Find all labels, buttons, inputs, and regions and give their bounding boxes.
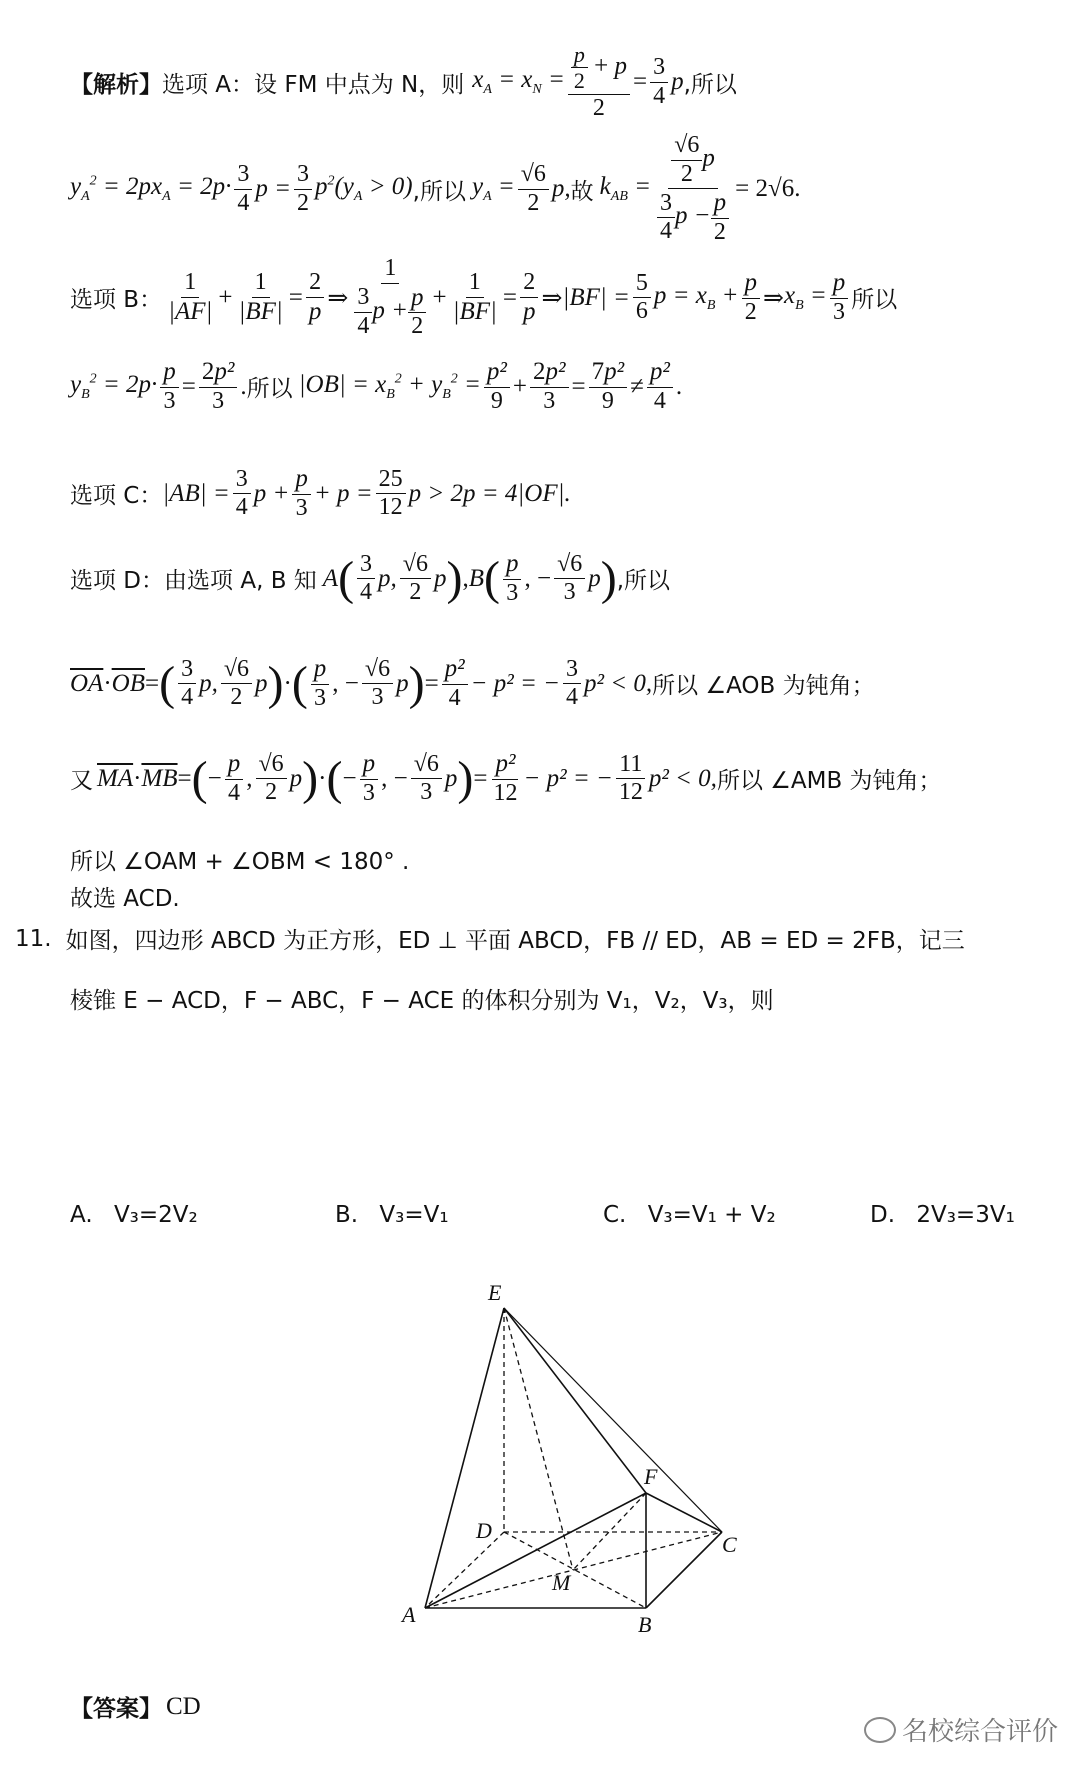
question-line-1 <box>15 922 965 955</box>
point-E: E <box>488 1280 502 1305</box>
edge-BC <box>646 1532 722 1608</box>
option-c-label: C. <box>603 1202 627 1228</box>
edge-EF <box>504 1308 646 1493</box>
option-a-intro: 选项 A：设 FM 中点为 N，则 <box>162 71 465 98</box>
option-c[interactable] <box>603 1202 776 1228</box>
analysis-line-d1: 选项 D：由选项 A, B 知 A ( $\frac{3}{4}$ p, $\frac{√6}{2}$ p ) , B ( $\frac{p}{3}$ , − $\frac{√6}{3}$ p ) ,所以 <box>70 550 671 606</box>
point-B: B <box>638 1612 652 1637</box>
point-M: M <box>552 1570 571 1595</box>
option-d-label: D. <box>870 1202 896 1228</box>
watermark-text: 名校综合评价 <box>901 1717 1058 1747</box>
option-c-text: V₃=V₁ + V₂ <box>647 1202 776 1228</box>
point-D: D <box>476 1518 492 1543</box>
analysis-line-c: 选项 C： |AB| = $\frac{3}{4}$ p + $\frac{p}{3}$ + p = $\frac{25}{12}$ p > 2p = 4|OF|. <box>70 465 571 521</box>
question-line-2 <box>70 982 774 1015</box>
edge-EM <box>504 1308 573 1570</box>
edge-AF <box>425 1493 646 1608</box>
answer-label: 【答案】 <box>70 1696 162 1722</box>
edge-FM <box>573 1493 646 1570</box>
analysis-line-b2: $y_B^2 = 2p\cdot$ $\frac{p}{3}$ = $\frac{\text{2p²}}{3}$ . 所以 $|OB| = x_B^2 + y_B^2$ = $\frac{\text{p²}}{9}$ + $\frac{\text{2p²}}{3}$ = $\frac{\text{7p²}}{9}$ ≠ $\frac{\text{p²}}{4}$ . <box>70 358 683 414</box>
analysis-line-d2: $\overline{OA}$ · $\overline{OB}$ = ( $\frac{3}{4}$ p, $\frac{√6}{2}$ p ) · ( $\frac{p}{3}$ , − $\frac{√6}{3}$ p ) = $\frac{\text{p²}}{4}$ − p² = − $\frac{3}{4}$ p² < 0, 所以 ∠AOB 为钝角； <box>70 655 875 711</box>
point-C: C <box>722 1532 737 1557</box>
analysis-line-a2: $y_A^2 = 2px_A = 2p\cdot$ $\frac{3}{4}$ p = $\frac{3}{2}$ $p^2(y_A > 0)$ ,所以 $y_A$ = $\frac{√6}{2}$ p, 故 $k_{AB}$ = $\frac{√6}{2}$ p $\frac{3}{4}$ p − $\frac{p}{2}$ = 2√6. <box>70 132 801 245</box>
option-a[interactable] <box>70 1202 198 1228</box>
point-A: A <box>402 1602 416 1627</box>
question-text-2: 棱锥 E − ACD，F − ABC，F − ACE 的体积分别为 V₁，V₂，V₃，则 <box>70 988 774 1014</box>
xa-expr: $x_A = x_N$ = <box>472 66 565 98</box>
analysis-line-d4 <box>70 843 409 876</box>
edge-AC <box>425 1532 722 1608</box>
edge-FC <box>646 1493 722 1532</box>
xa-fraction: $\frac{p}{2}$ + p 2 <box>568 42 630 122</box>
option-d-line4: 所以 ∠OAM + ∠OBM < 180° . <box>70 849 410 875</box>
answer-line <box>70 1690 201 1723</box>
geometry-figure <box>0 1270 1080 1670</box>
question-number: 11. <box>15 925 52 952</box>
option-b[interactable] <box>335 1202 449 1228</box>
wechat-icon <box>864 1717 896 1743</box>
edge-EC <box>504 1308 722 1532</box>
analysis-conclusion <box>70 880 180 913</box>
option-d-text: 2V₃=3V₁ <box>916 1202 1015 1228</box>
analysis-line-a1: 【解析】 选项 A：设 FM 中点为 N，则 $x_A = x_N$ = $\frac{p}{2}$ + p 2 = $\frac{3}{4}$ p ,所以 <box>70 42 737 121</box>
option-a-label: A. <box>70 1202 93 1228</box>
analysis-label: 【解析】 <box>70 71 162 98</box>
option-b-label: B. <box>335 1202 359 1228</box>
analysis-line-b1: 选项 B： $\frac{1}{|AF|}$ + $\frac{1}{|BF|}$ = $\frac{2}{p}$ ⇒ 1 $\frac{3}{4}$ p + $\frac{p}{2}$ + $\frac{1}{|BF|}$ = $\frac{2}{p}$ ⇒ |BF| = $\frac{5}{6}$ $p = x_B$ + $\frac{p}{2}$ ⇒ $x_B$ = $\frac{p}{3}$ 所以 <box>70 255 898 340</box>
answer-value: CD <box>166 1692 201 1720</box>
analysis-line-d3: 又 $\overline{MA}$ · $\overline{MB}$ = ( − $\frac{p}{4}$ , $\frac{√6}{2}$ p ) · ( − $\frac{p}{3}$ , − $\frac{√6}{3}$ p ) = $\frac{\text{p²}}{12}$ − p² = − $\frac{11}{12}$ p² < 0, 所以 ∠AMB 为钝角； <box>70 750 942 806</box>
option-a-text: V₃=2V₂ <box>113 1202 198 1228</box>
watermark <box>864 1711 1058 1748</box>
edge-EA <box>425 1308 504 1608</box>
question-text-1: 如图，四边形 ABCD 为正方形，ED ⊥ 平面 ABCD，FB // ED，AB = ED = 2FB，记三 <box>65 928 965 954</box>
option-d[interactable] <box>870 1202 1015 1228</box>
option-a-so: ,所以 <box>683 71 737 98</box>
edge-DA <box>425 1532 504 1608</box>
option-b-text: V₃=V₁ <box>379 1202 449 1228</box>
conclusion-text: 故选 ACD. <box>70 886 180 912</box>
point-F: F <box>644 1464 658 1489</box>
